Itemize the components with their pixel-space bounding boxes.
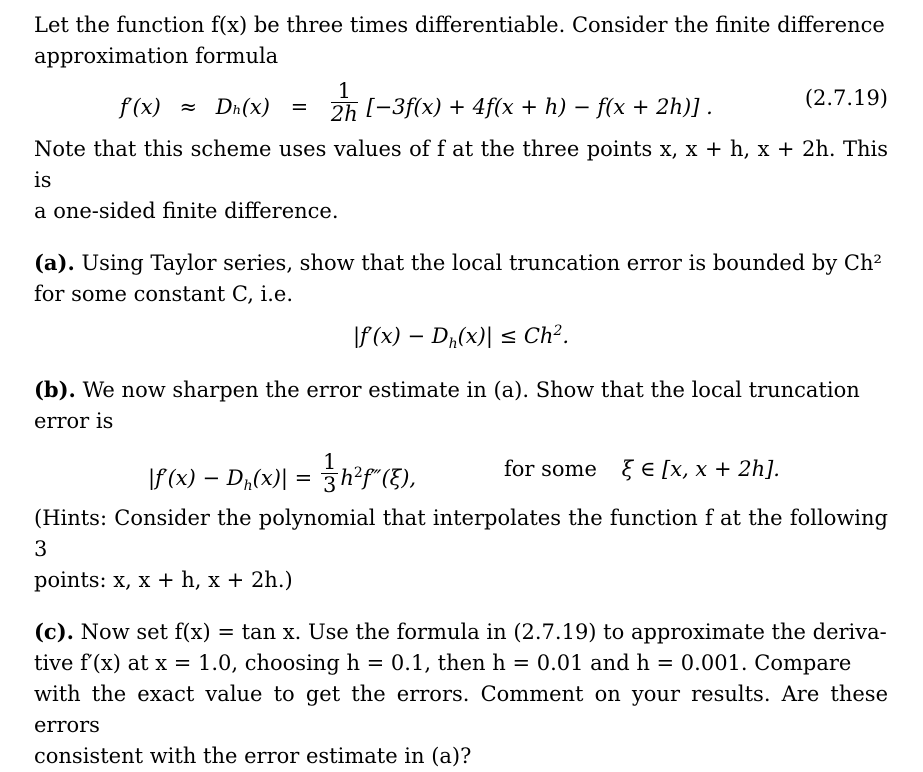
part-b-hint-1: (Hints: Consider the polynomial that interpolates the function f at the following 3 xyxy=(34,506,888,561)
note-line-1: Note that this scheme uses values of f at the three points x, x + h, x + 2h. This is xyxy=(34,137,888,192)
part-b-frac-den: 3 xyxy=(322,473,337,497)
part-c-line-3: with the exact value to get the errors. Comment on your results. Are these errors xyxy=(34,682,888,737)
part-b-line-2: error is xyxy=(34,409,114,433)
part-b-label: (b). xyxy=(34,377,76,402)
part-b-eq-rhs1: h xyxy=(340,466,354,490)
part-c-label: (c). xyxy=(34,619,74,644)
eq1-rhs: [−3f(x) + 4f(x + h) − f(x + 2h)] . xyxy=(366,95,713,119)
eq1-equals: = xyxy=(290,95,309,119)
part-b-equation xyxy=(34,437,888,503)
intro-line-1: Let the function f(x) be three times differentiable. Consider the finite difference xyxy=(34,13,885,37)
part-b-eq-lhs-sub: h xyxy=(243,478,253,495)
eq1-tag: (2.7.19) xyxy=(804,86,888,110)
part-b-line-1 xyxy=(34,374,888,406)
part-b-condition: ξ ∈ [x, x + 2h]. xyxy=(621,457,780,481)
eq1-fraction xyxy=(331,80,358,125)
part-c-line-4: consistent with the error estimate in (a)? xyxy=(34,744,472,768)
part-b-eq-lhs1: |f′(x) − D xyxy=(148,466,244,490)
part-a-label: (a). xyxy=(34,250,75,275)
eq1-frac-den: 2h xyxy=(330,102,358,126)
part-a-text-1: Using Taylor series, show that the local truncation error is bounded by Ch² xyxy=(81,251,882,275)
equation-2-7-19 xyxy=(34,72,888,134)
part-c-text-1: Now set f(x) = tan x. Use the formula in (2.7.19) to approximate the deriva- xyxy=(80,620,887,644)
part-b-frac-num: 1 xyxy=(322,450,337,474)
part-b-eq-rhs-sup: 2 xyxy=(353,465,363,481)
problem-text xyxy=(34,10,888,772)
eq1-approx: ≈ xyxy=(179,95,198,119)
part-a-equation xyxy=(34,310,888,374)
part-b-text-1: We now sharpen the error estimate in (a). Show that the local truncation xyxy=(82,378,860,402)
part-b-eq-rhs2: f‴(ξ), xyxy=(362,466,417,490)
part-a-eq-prefix: |f′(x) − D xyxy=(352,324,449,348)
intro-line-2: approximation formula xyxy=(34,44,279,68)
part-b-for-some: for some xyxy=(504,457,597,481)
note-line-2: a one-sided finite difference. xyxy=(34,199,339,223)
part-a-eq-end: . xyxy=(562,324,570,348)
part-a-eq-sub: h xyxy=(448,336,458,353)
part-c-line-1 xyxy=(34,616,888,648)
part-a-eq-suffix: (x)| ≤ Ch xyxy=(457,324,554,348)
eq1-frac-num: 1 xyxy=(331,80,358,103)
part-b-hint-2: points: x, x + h, x + 2h.) xyxy=(34,568,293,592)
part-a-line-1 xyxy=(34,247,888,279)
part-a-line-2: for some constant C, i.e. xyxy=(34,282,294,306)
part-b-fraction xyxy=(321,451,338,496)
eq1-d: Dₕ(x) xyxy=(215,95,270,119)
eq1-lhs: f′(x) xyxy=(120,95,161,119)
part-b-eq-lhs2: (x)| = xyxy=(252,466,313,490)
part-a-eq-sup: 2 xyxy=(553,323,563,339)
part-c-line-2: tive f′(x) at x = 1.0, choosing h = 0.1, then h = 0.01 and h = 0.001. Compare xyxy=(34,651,852,675)
